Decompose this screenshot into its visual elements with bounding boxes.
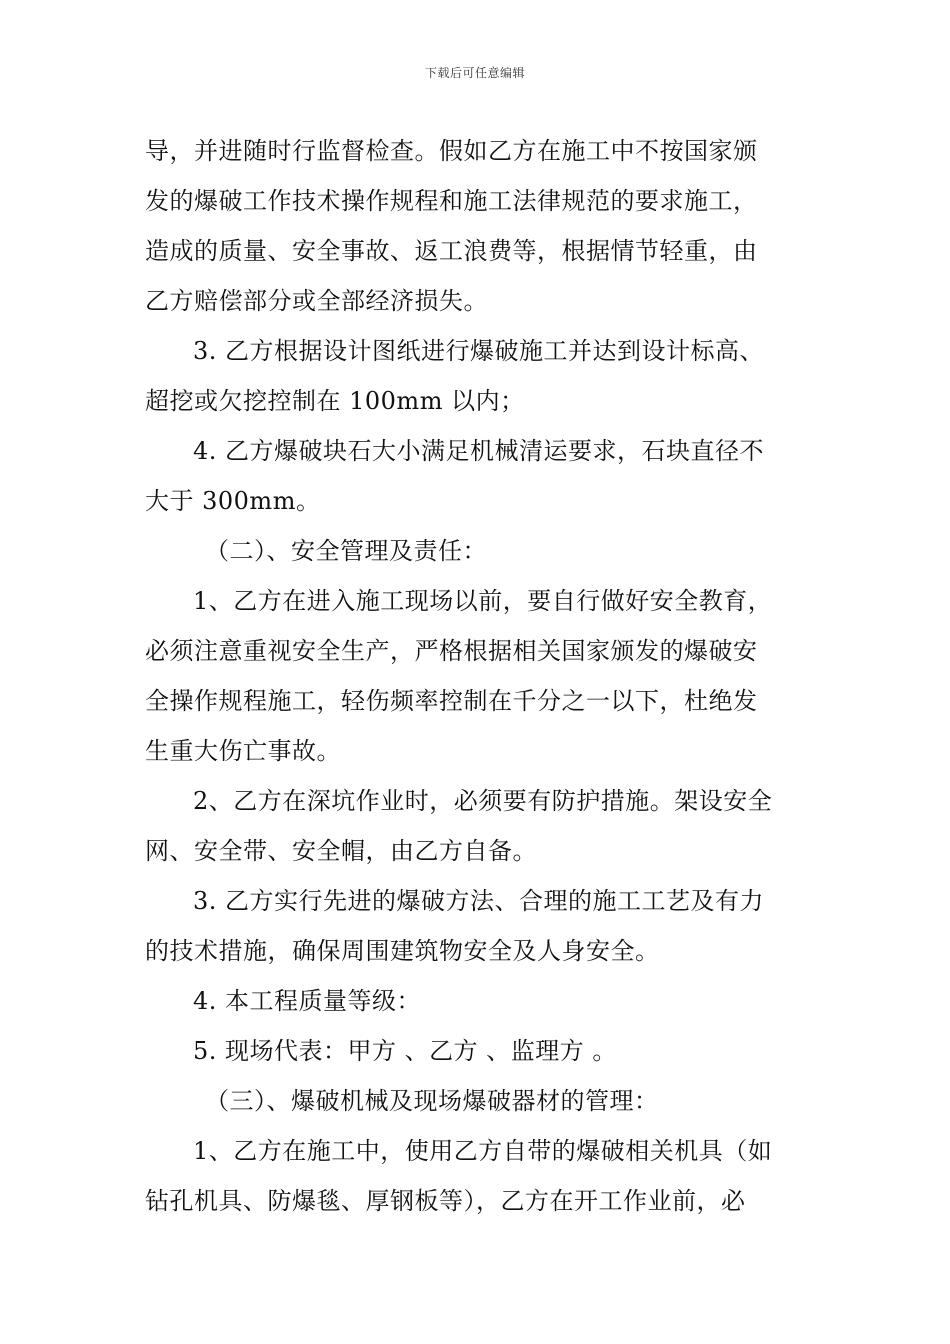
text-line: 4. 乙方爆破块石大小满足机械清运要求，石块直径不 xyxy=(193,437,765,465)
text-line: 发的爆破工作技术操作规程和施工法律规范的要求施工， xyxy=(145,187,758,215)
text-line: 超挖或欠挖控制在 100mm 以内； xyxy=(145,387,525,415)
text-line: 4. 本工程质量等级： xyxy=(193,987,422,1015)
section-heading: （二）、安全管理及责任： xyxy=(205,537,487,565)
text-line: 导，并进随时行监督检查。假如乙方在施工中不按国家颁 xyxy=(145,137,758,165)
text-line: 的技术措施，确保周围建筑物安全及人身安全。 xyxy=(145,937,660,965)
text-line: 乙方赔偿部分或全部经济损失。 xyxy=(145,287,488,315)
text-line: 造成的质量、安全事故、返工浪费等，根据情节轻重，由 xyxy=(145,237,758,265)
text-line: 3. 乙方实行先进的爆破方法、合理的施工工艺及有力 xyxy=(193,887,765,915)
document-body xyxy=(145,126,807,1226)
text-line: 3. 乙方根据设计图纸进行爆破施工并达到设计标高、 xyxy=(193,337,765,365)
page-header-note: 下载后可任意编辑 xyxy=(424,66,525,80)
text-line: 大于 300mm。 xyxy=(145,487,321,515)
text-line: 必须注意重视安全生产，严格根据相关国家颁发的爆破安 xyxy=(145,637,758,665)
text-line: 生重大伤亡事故。 xyxy=(145,737,341,765)
text-line: 网、安全带、安全帽，由乙方自备。 xyxy=(145,837,537,865)
text-line: 全操作规程施工，轻伤频率控制在千分之一以下，杜绝发 xyxy=(145,687,758,715)
text-line: 1、乙方在施工中，使用乙方自带的爆破相关机具（如 xyxy=(193,1137,773,1165)
section-heading: （三）、爆破机械及现场爆破器材的管理： xyxy=(205,1087,659,1115)
text-line: 钻孔机具、防爆毯、厚钢板等），乙方在开工作业前，必 xyxy=(145,1187,746,1215)
text-line: 5. 现场代表：甲方 、乙方 、监理方 。 xyxy=(193,1037,617,1065)
text-line: 2、乙方在深坑作业时，必须要有防护措施。架设安全 xyxy=(193,787,773,815)
text-line: 1、乙方在进入施工现场以前，要自行做好安全教育， xyxy=(193,587,773,615)
